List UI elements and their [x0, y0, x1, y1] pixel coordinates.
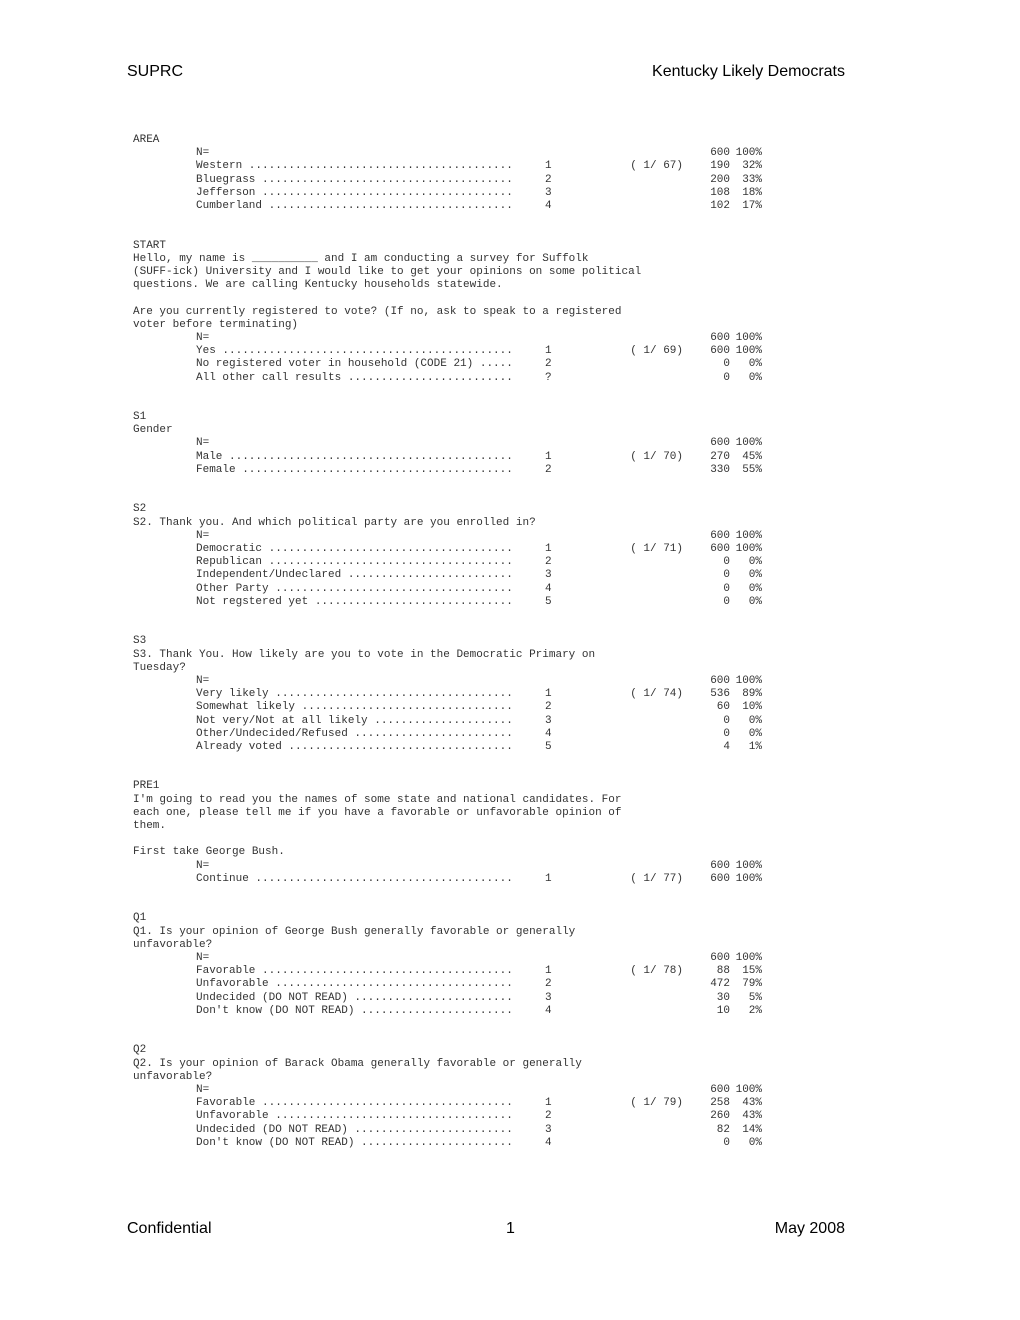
- response-count: 600: [710, 331, 730, 344]
- response-code: 2: [545, 358, 552, 371]
- response-code: 5: [545, 740, 552, 753]
- response-ref: ( 1/ 78): [630, 965, 683, 978]
- response-code: [545, 860, 563, 873]
- response-ref: [563, 1110, 683, 1123]
- response-code: 1: [545, 965, 552, 978]
- response-count: 600: [710, 1084, 730, 1096]
- footer-confidential: Confidential: [127, 1220, 212, 1237]
- response-ref: ( 1/ 70): [630, 450, 683, 463]
- response-label: N=: [196, 859, 210, 872]
- response-label: Somewhat likely ................................: [196, 701, 513, 714]
- response-code: 1: [545, 450, 552, 463]
- response-row: [133, 701, 833, 714]
- question-section: [133, 1044, 833, 1150]
- response-pct: 32%: [742, 160, 762, 173]
- response-row: [133, 174, 833, 187]
- response-code: 1: [545, 688, 552, 701]
- response-row: [133, 1005, 833, 1018]
- response-row: [133, 583, 833, 596]
- response-ref: [563, 358, 683, 371]
- response-ref: [563, 556, 683, 569]
- response-pct: 33%: [742, 173, 762, 186]
- question-text: them.: [133, 820, 167, 833]
- response-code: 2: [545, 173, 552, 186]
- response-ref: [563, 372, 683, 385]
- response-pct: 0%: [748, 371, 762, 384]
- response-count: 0: [723, 582, 730, 595]
- response-code: 3: [545, 991, 552, 1004]
- response-ref: ( 1/ 74): [630, 688, 683, 701]
- response-code: 1: [545, 872, 552, 885]
- response-row: [133, 1137, 833, 1150]
- response-ref: [563, 675, 683, 688]
- question-code: AREA: [133, 134, 160, 146]
- response-pct: 0%: [748, 569, 762, 582]
- question-section: [133, 635, 833, 754]
- response-code: 5: [545, 595, 552, 608]
- question-section: [133, 780, 833, 886]
- response-row: [133, 728, 833, 741]
- response-pct: 17%: [742, 199, 762, 212]
- response-pct: 0%: [748, 727, 762, 740]
- response-count: 0: [723, 371, 730, 384]
- response-label: Undecided (DO NOT READ) ........................: [196, 991, 513, 1004]
- response-pct: 100%: [735, 674, 762, 687]
- response-pct: 100%: [735, 872, 762, 885]
- response-label: Continue .......................................: [196, 872, 513, 885]
- response-code: 3: [545, 714, 552, 727]
- response-count: 600: [710, 859, 730, 872]
- response-row: [133, 1110, 833, 1123]
- response-pct: 43%: [742, 1097, 762, 1110]
- response-count: 600: [710, 529, 730, 542]
- response-count: 0: [723, 595, 730, 608]
- header-right-title: Kentucky Likely Democrats: [652, 63, 845, 80]
- response-label: N=: [196, 529, 210, 542]
- question-code: PRE1: [133, 780, 160, 793]
- response-code: 2: [545, 1110, 552, 1123]
- response-label: Don't know (DO NOT READ) .......................: [196, 1004, 513, 1017]
- question-section: [133, 134, 833, 213]
- response-label: Unfavorable ....................................: [196, 978, 513, 991]
- response-ref: [563, 332, 683, 345]
- response-ref: [563, 569, 683, 582]
- response-count: 88: [716, 965, 730, 978]
- response-row: [133, 741, 833, 754]
- response-pct: 43%: [742, 1110, 762, 1123]
- response-ref: [563, 701, 683, 714]
- response-code: 2: [545, 556, 552, 569]
- response-pct: 100%: [735, 437, 762, 450]
- response-row: [133, 530, 833, 543]
- question-text: each one, please tell me if you have a favorable or unfavorable opinion of: [133, 806, 622, 819]
- response-code: [545, 952, 563, 965]
- response-ref: [563, 437, 683, 450]
- response-pct: 55%: [742, 463, 762, 476]
- response-ref: ( 1/ 79): [630, 1097, 683, 1110]
- response-ref: [563, 464, 683, 477]
- question-section: [133, 912, 833, 1018]
- response-pct: 100%: [735, 543, 762, 556]
- response-row: [133, 372, 833, 385]
- response-label: Yes ............................................: [196, 345, 513, 358]
- response-pct: 18%: [742, 186, 762, 199]
- blank-line: [133, 292, 833, 305]
- response-code: [545, 332, 563, 345]
- response-code: 4: [545, 199, 552, 212]
- response-label: N=: [196, 1084, 210, 1096]
- response-ref: [563, 530, 683, 543]
- response-label: Very likely ....................................: [196, 688, 513, 701]
- response-code: [545, 147, 563, 160]
- response-pct: 0%: [748, 1136, 762, 1149]
- response-pct: 0%: [748, 358, 762, 371]
- response-label: No registered voter in household (CODE 21) .....: [196, 358, 513, 371]
- response-row: [133, 860, 833, 873]
- question-section: [133, 411, 833, 477]
- response-count: 108: [710, 186, 730, 199]
- response-label: Not regstered yet ..............................: [196, 595, 513, 608]
- response-count: 0: [723, 1136, 730, 1149]
- response-label: N=: [196, 147, 210, 160]
- response-ref: [563, 860, 683, 873]
- response-row: [133, 437, 833, 450]
- response-row: [133, 345, 833, 358]
- question-text: unfavorable?: [133, 938, 213, 951]
- response-pct: 100%: [735, 331, 762, 344]
- response-count: 600: [710, 437, 730, 450]
- question-text: First take George Bush.: [133, 846, 285, 859]
- response-ref: [563, 200, 683, 213]
- response-row: [133, 187, 833, 200]
- response-ref: [563, 1124, 683, 1137]
- response-pct: 2%: [748, 1004, 762, 1017]
- response-ref: [563, 715, 683, 728]
- question-text: S2. Thank you. And which political party are you enrolled in?: [133, 516, 536, 529]
- response-pct: 100%: [735, 859, 762, 872]
- question-text: Tuesday?: [133, 661, 186, 674]
- response-row: [133, 873, 833, 886]
- response-label: N=: [196, 331, 210, 344]
- response-code: 4: [545, 1004, 552, 1017]
- response-label: Jefferson ......................................: [196, 186, 513, 199]
- response-row: [133, 556, 833, 569]
- response-count: 270: [710, 450, 730, 463]
- response-pct: 100%: [735, 952, 762, 965]
- response-label: Male ...........................................: [196, 450, 513, 463]
- response-code: [545, 530, 563, 543]
- question-code: START: [133, 239, 167, 252]
- response-pct: 0%: [748, 714, 762, 727]
- response-ref: [563, 728, 683, 741]
- response-pct: 1%: [748, 740, 762, 753]
- response-label: Favorable ......................................: [196, 1097, 513, 1110]
- response-count: 0: [723, 556, 730, 569]
- question-text: Hello, my name is __________ and I am conducting a survey for Suffolk: [133, 252, 589, 265]
- response-count: 600: [710, 147, 730, 160]
- response-pct: 100%: [735, 345, 762, 358]
- response-ref: [563, 992, 683, 1005]
- response-ref: [563, 596, 683, 609]
- question-text: S3. Thank You. How likely are you to vote in the Democratic Primary on: [133, 648, 596, 661]
- response-count: 258: [710, 1097, 730, 1110]
- response-code: [545, 1084, 563, 1097]
- question-code: S1: [133, 411, 147, 424]
- response-pct: 100%: [735, 529, 762, 542]
- response-code: 3: [545, 569, 552, 582]
- response-row: [133, 952, 833, 965]
- response-code: [545, 675, 563, 688]
- response-pct: 15%: [742, 965, 762, 978]
- response-count: 0: [723, 358, 730, 371]
- response-row: [133, 200, 833, 213]
- response-label: Other Party ....................................: [196, 582, 513, 595]
- footer-date: May 2008: [774, 1220, 845, 1237]
- response-ref: [563, 952, 683, 965]
- response-row: [133, 543, 833, 556]
- response-ref: ( 1/ 77): [630, 872, 683, 885]
- response-code: 2: [545, 701, 552, 714]
- question-text: I'm going to read you the names of some state and national candidates. For: [133, 793, 622, 806]
- response-code: 1: [545, 160, 552, 173]
- blank-line: [133, 833, 833, 846]
- response-row: [133, 332, 833, 345]
- response-code: 1: [545, 543, 552, 556]
- question-section: [133, 503, 833, 609]
- response-code: 4: [545, 582, 552, 595]
- response-label: N=: [196, 437, 210, 450]
- response-pct: 0%: [748, 556, 762, 569]
- response-pct: 100%: [735, 147, 762, 160]
- response-ref: [563, 174, 683, 187]
- response-code: 2: [545, 978, 552, 991]
- response-code: [545, 437, 563, 450]
- response-count: 600: [710, 345, 730, 358]
- question-code: S2: [133, 503, 147, 516]
- response-row: [133, 160, 833, 173]
- response-label: Unfavorable ....................................: [196, 1110, 513, 1123]
- response-count: 60: [716, 701, 730, 714]
- response-pct: 89%: [742, 688, 762, 701]
- response-ref: [563, 187, 683, 200]
- response-row: [133, 358, 833, 371]
- response-code: 4: [545, 727, 552, 740]
- response-code: 4: [545, 1136, 552, 1149]
- response-ref: [563, 1137, 683, 1150]
- response-count: 0: [723, 714, 730, 727]
- response-count: 600: [710, 674, 730, 687]
- footer-page-number: 1: [506, 1220, 515, 1237]
- question-text: Q2. Is your opinion of Barack Obama generally favorable or generally: [133, 1057, 582, 1070]
- response-row: [133, 569, 833, 582]
- response-ref: [563, 978, 683, 991]
- response-count: 30: [716, 991, 730, 1004]
- response-pct: 10%: [742, 701, 762, 714]
- question-text: Q1. Is your opinion of George Bush generally favorable or generally: [133, 925, 576, 938]
- question-text: questions. We are calling Kentucky households statewide.: [133, 279, 503, 292]
- response-row: [133, 992, 833, 1005]
- response-row: [133, 1097, 833, 1110]
- response-row: [133, 978, 833, 991]
- response-pct: 100%: [735, 1084, 762, 1096]
- response-ref: [563, 1005, 683, 1018]
- response-label: Republican .....................................: [196, 556, 513, 569]
- response-ref: [563, 147, 683, 160]
- response-ref: ( 1/ 71): [630, 543, 683, 556]
- response-count: 260: [710, 1110, 730, 1123]
- response-count: 536: [710, 688, 730, 701]
- response-count: 102: [710, 199, 730, 212]
- response-pct: 45%: [742, 450, 762, 463]
- response-label: Independent/Undeclared .........................: [196, 569, 513, 582]
- document-body: [133, 134, 833, 1176]
- response-ref: ( 1/ 67): [630, 160, 683, 173]
- response-code: 1: [545, 345, 552, 358]
- response-count: 190: [710, 160, 730, 173]
- response-label: Other/Undecided/Refused ........................: [196, 727, 513, 740]
- response-label: N=: [196, 952, 210, 965]
- question-section: [133, 240, 833, 385]
- question-code: Q1: [133, 912, 147, 925]
- response-pct: 0%: [748, 595, 762, 608]
- response-row: [133, 147, 833, 160]
- response-ref: [563, 741, 683, 754]
- header-left-title: SUPRC: [127, 63, 184, 80]
- question-text: voter before terminating): [133, 318, 299, 331]
- response-pct: 5%: [748, 991, 762, 1004]
- response-pct: 79%: [742, 978, 762, 991]
- response-label: Democratic .....................................: [196, 543, 513, 556]
- question-text: Gender: [133, 424, 173, 437]
- question-text: (SUFF-ick) University and I would like to get your opinions on some political: [133, 265, 642, 278]
- response-label: Cumberland .....................................: [196, 199, 513, 212]
- response-row: [133, 965, 833, 978]
- response-row: [133, 1084, 833, 1097]
- response-count: 0: [723, 569, 730, 582]
- response-code: 2: [545, 463, 552, 476]
- response-row: [133, 715, 833, 728]
- response-row: [133, 596, 833, 609]
- response-label: Bluegrass ......................................: [196, 173, 513, 186]
- response-row: [133, 675, 833, 688]
- response-row: [133, 451, 833, 464]
- response-pct: 0%: [748, 582, 762, 595]
- response-count: 330: [710, 463, 730, 476]
- response-label: Western ........................................: [196, 160, 513, 173]
- response-count: 4: [723, 740, 730, 753]
- question-text: unfavorable?: [133, 1070, 213, 1083]
- response-ref: ( 1/ 69): [630, 345, 683, 358]
- response-count: 0: [723, 727, 730, 740]
- response-ref: [563, 1084, 683, 1097]
- response-code: ?: [545, 371, 552, 384]
- question-text: Are you currently registered to vote? (If no, ask to speak to a registered: [133, 305, 622, 318]
- response-code: 3: [545, 186, 552, 199]
- response-label: Not very/Not at all likely .....................: [196, 714, 513, 727]
- response-label: Already voted ..................................: [196, 740, 513, 753]
- response-code: 1: [545, 1097, 552, 1110]
- response-count: 200: [710, 173, 730, 186]
- response-count: 82: [716, 1123, 730, 1136]
- question-code: S3: [133, 635, 147, 648]
- question-code: Q2: [133, 1044, 147, 1057]
- response-row: [133, 464, 833, 477]
- response-label: N=: [196, 674, 210, 687]
- response-pct: 14%: [742, 1123, 762, 1136]
- response-label: Favorable ......................................: [196, 965, 513, 978]
- response-count: 600: [710, 952, 730, 965]
- response-label: Undecided (DO NOT READ) ........................: [196, 1123, 513, 1136]
- response-label: Don't know (DO NOT READ) .......................: [196, 1136, 513, 1149]
- response-count: 600: [710, 872, 730, 885]
- response-code: 3: [545, 1123, 552, 1136]
- response-count: 600: [710, 543, 730, 556]
- response-ref: [563, 583, 683, 596]
- response-count: 472: [710, 978, 730, 991]
- response-count: 10: [716, 1004, 730, 1017]
- response-label: All other call results .........................: [196, 371, 513, 384]
- response-row: [133, 688, 833, 701]
- response-label: Female .........................................: [196, 463, 513, 476]
- response-row: [133, 1124, 833, 1137]
